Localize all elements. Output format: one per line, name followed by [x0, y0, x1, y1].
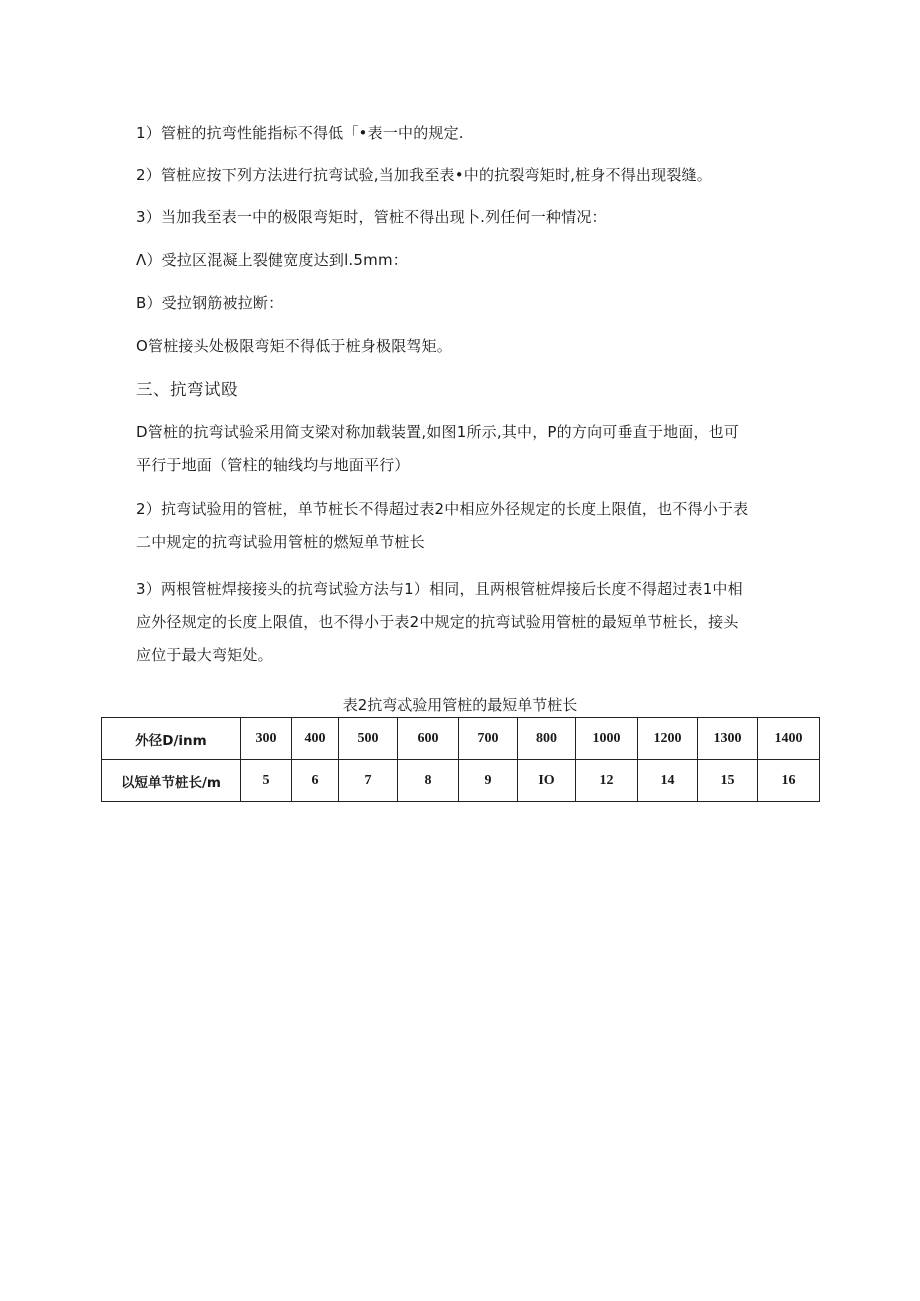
- text-line: 1）管桩的抗弯性能指标不得低「•表一中的规定.: [136, 124, 464, 142]
- text-line: 2）抗弯试验用的管桩，单节桩长不得超过表2中相应外径规定的长度上限值，也不得小于表: [136, 500, 749, 518]
- table-cell: 300: [241, 718, 292, 760]
- table-cell: 5: [241, 760, 292, 802]
- text-line: B）受拉钢筋被拉断：: [136, 294, 284, 312]
- table-cell: 9: [459, 760, 518, 802]
- table-cell: 15: [698, 760, 758, 802]
- section-heading: 三、抗弯试殴: [136, 380, 238, 399]
- text-line: 3）当加我至表一中的极限弯矩时，管桩不得出现卜.列任何一种情况：: [136, 208, 607, 226]
- text-line: 二中规定的抗弯试验用管桩的燃短单节桩长: [136, 533, 425, 551]
- text-line: O管桩接头处极限弯矩不得低于桩身极限驾矩。: [136, 337, 453, 355]
- paragraph-q3: [136, 573, 826, 672]
- table-cell: 1300: [698, 718, 758, 760]
- text-line: 3）两根管桩焊接接头的抗弯试验方法与1）相同，且两根管桩焊接后长度不得超过表1中相: [136, 580, 743, 598]
- text-line: 2）管桩应按下列方法进行抗弯试验,当加我至表•中的抗裂弯矩时,桩身不得出现裂缝。: [136, 166, 712, 184]
- table-cell: 8: [398, 760, 459, 802]
- table-cell: 1200: [638, 718, 698, 760]
- table-cell: 6: [292, 760, 339, 802]
- paragraph-4: [136, 244, 826, 277]
- paragraph-q2: [136, 493, 826, 559]
- paragraph-3: [136, 201, 826, 234]
- text-line: 应外径规定的长度上限值，也不得小于表2中规定的抗弯试验用管桩的最短单节桩长，接头: [136, 613, 739, 631]
- table-cell: IO: [518, 760, 576, 802]
- table-cell: 400: [292, 718, 339, 760]
- row-header-min-length: 以短单节桩长/m: [102, 760, 241, 802]
- table-row-diameter: [102, 718, 820, 760]
- table-caption: 表2抗弯忒验用管桩的最短单节桩长: [342, 696, 578, 714]
- table-cell: 700: [459, 718, 518, 760]
- text-line: D管桩的抗弯试验采用简支梁对称加载装置,如图1所示,其中，P的方向可垂直于地面，也可: [136, 423, 740, 441]
- text-line: Λ）受拉区混凝上裂健宽度达到l.5mm：: [136, 251, 408, 269]
- paragraph-q1: [136, 416, 826, 482]
- table-row-min-length: [102, 760, 820, 802]
- table-cell: 16: [758, 760, 820, 802]
- table-cell: 600: [398, 718, 459, 760]
- text-line: 平行于地面（管柱的轴线均与地面平行）: [136, 456, 410, 474]
- paragraph-6: [136, 330, 826, 363]
- table-cell: 12: [576, 760, 638, 802]
- paragraph-5: [136, 287, 826, 320]
- table-cell: 800: [518, 718, 576, 760]
- row-header-diameter: 外径D∕inm: [102, 718, 241, 760]
- paragraph-2: [136, 159, 826, 192]
- table-cell: 1400: [758, 718, 820, 760]
- table-cell: 14: [638, 760, 698, 802]
- pile-length-table: [101, 717, 820, 802]
- table-cell: 1000: [576, 718, 638, 760]
- table-cell: 500: [339, 718, 398, 760]
- table-cell: 7: [339, 760, 398, 802]
- paragraph-1: [136, 117, 826, 150]
- text-line: 应位于最大弯矩处。: [136, 646, 273, 664]
